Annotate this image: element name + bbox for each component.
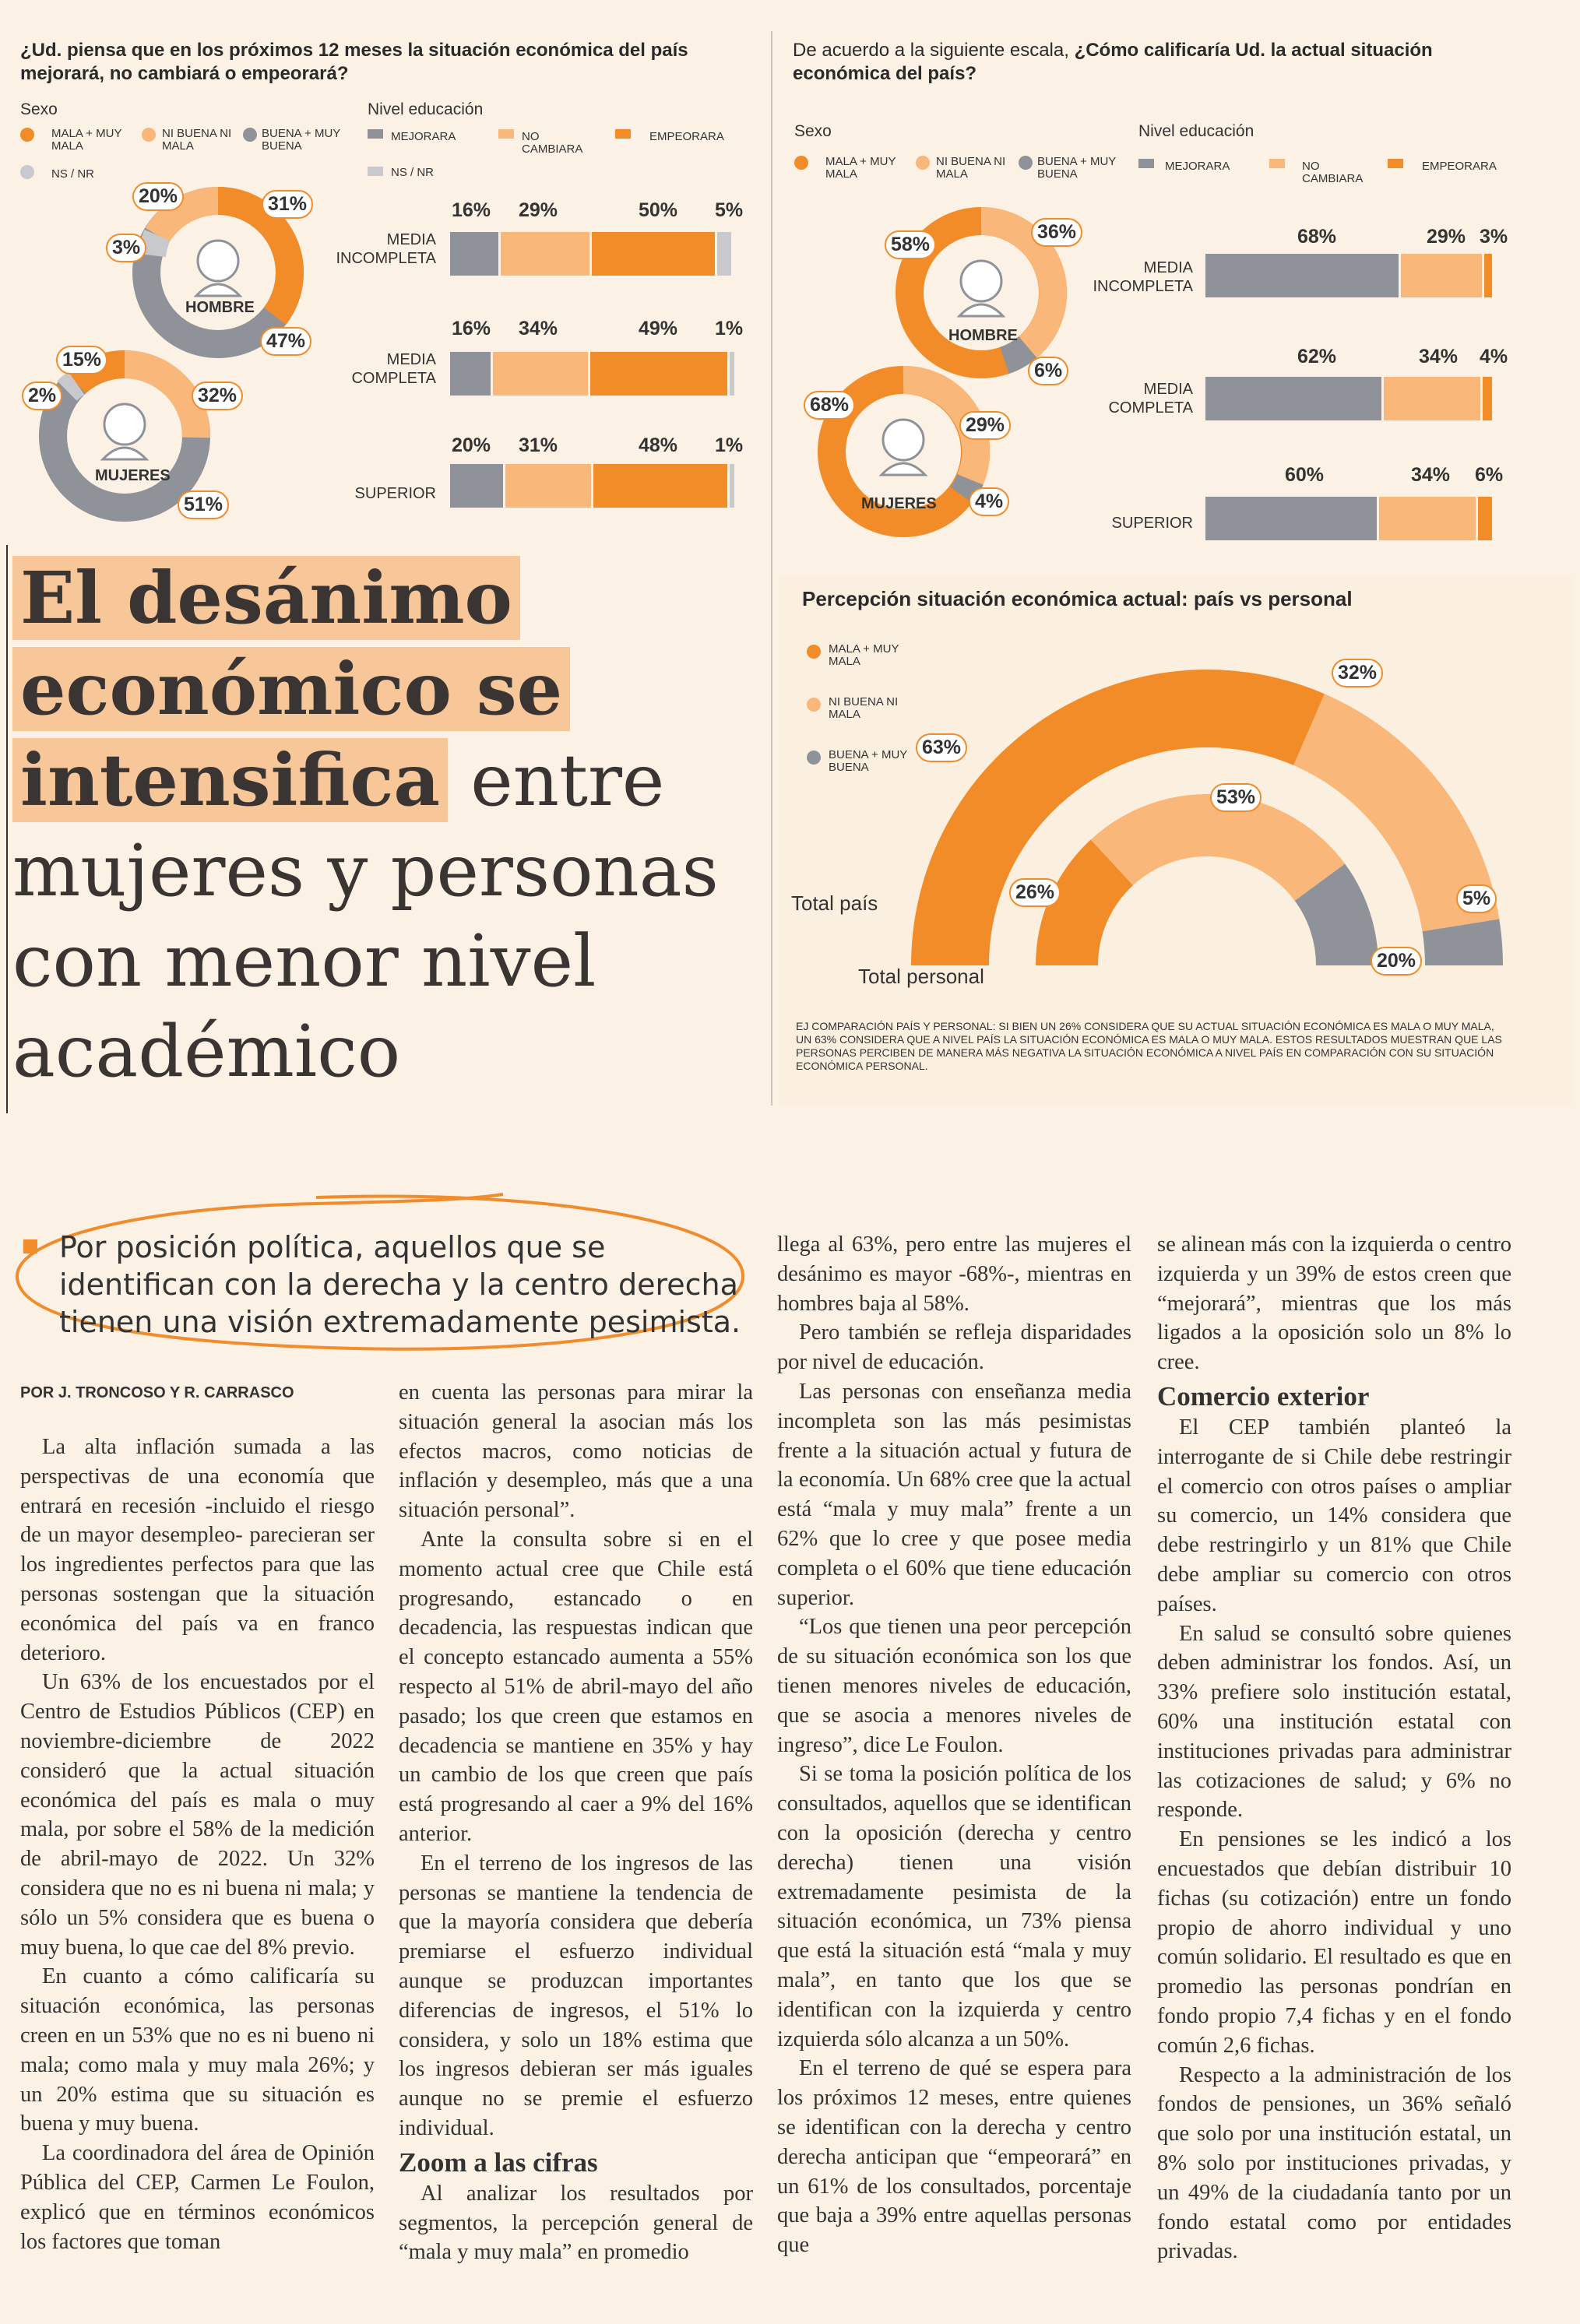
headline-rest: entre: [470, 739, 665, 822]
callout-text: Por posición política, aquellos que se identifican con la derecha y la centro derecha tienen una visión extremadamente pesimista.: [59, 1230, 741, 1339]
perception-chart-title: Percepción situación económica actual: país vs personal: [802, 587, 1353, 610]
bar-value: 60%: [1285, 464, 1325, 486]
legend-label: NI BUENA NI MALA: [162, 127, 232, 153]
legend-label: MEJORARA: [1165, 160, 1230, 173]
pais-pct-ni: 32%: [1332, 659, 1383, 687]
question-plain: De acuerdo a la siguiente escala,: [793, 40, 1075, 61]
personal-pct-buena: 20%: [1371, 947, 1422, 976]
legend-mala: [20, 128, 34, 142]
bar-value: 34%: [1411, 464, 1451, 486]
bar-segment: [505, 464, 591, 508]
bar-segment: [730, 352, 734, 396]
right-sexo-legend: [794, 153, 1121, 184]
paragraph: llega al 63%, pero entre las mujeres el desánimo es mayor -68%-, mientras en hombres baja al 58%.: [777, 1232, 1131, 1316]
paragraph: se alinean más con la izquierda o centro izquierda y un 39% de estos creen que “mejorará”, mientras que los más ligados a la oposición solo un 8% lo cree.: [1157, 1232, 1512, 1375]
bar-segment: [590, 352, 727, 396]
bar-value: 34%: [519, 318, 558, 339]
hombre-pct: 20%: [132, 182, 184, 211]
right-sexo-title: Sexo: [794, 122, 832, 140]
bar-segment: [450, 464, 503, 508]
bar-segment: [592, 232, 715, 276]
mujeres-pct: 2%: [22, 381, 62, 410]
paragraph: “Los que tienen una peor percepción de su situación económica son los que tienen menores niveles de educación, que se asocia a menores niveles de ingreso”, dice Le Foulon.: [777, 1615, 1131, 1757]
paragraph: En pensiones se les indicó a los encuestados que debían distribuir 10 fichas (su cotización) entre un fondo propio de ahorro individual y uno común solidario. El resultado es que en promedio las personas pondrían en fondo propio 7,4 fichas y en el fondo común 2,6 fichas.: [1157, 1827, 1511, 2058]
edu-row-label: MEDIA COMPLETA: [1108, 381, 1193, 417]
series-label-personal: Total personal: [858, 965, 984, 988]
bar-segment: [1384, 377, 1480, 420]
perception-note: EJ COMPARACIÓN PAÍS Y PERSONAL: SI BIEN UN 26% CONSIDERA QUE SU ACTUAL SITUACIÓN ECONÓMICA ES MALA O MUY MALA, UN 63% CONSIDERA QUE A NIVEL PAÍS LA SITUACIÓN ECONÓMICA ES MALA O MUY MALA. ESTOS RESULTADOS MUESTRAN QUE LAS PERSONAS PERCIBEN DE MANERA MÁS NEGATIVA LA SITUACIÓN ECONÓMICA A NIVEL PAÍS EN COMPARACIÓN CON SU SITUACIÓN ECONÓMICA PERSONAL.: [796, 1020, 1502, 1072]
legend-label: BUENA + MUY BUENA: [1037, 155, 1117, 181]
perception-half-donut: [857, 623, 1542, 997]
legend-label: MALA + MUY MALA: [825, 155, 896, 181]
right-edu-legend: [1138, 157, 1504, 188]
question-bold: ¿Cómo calificaría Ud. la actual situación económica del país?: [793, 40, 1433, 84]
headline-rest: académico: [12, 1010, 401, 1093]
bar-segment: [1205, 497, 1377, 540]
pais-pct-mala: 63%: [916, 733, 967, 762]
right-chart-question: [793, 39, 1478, 86]
bar-segment: [1478, 497, 1492, 540]
bar-segment: [493, 352, 588, 396]
bar-value: 1%: [715, 434, 744, 456]
legend-label: MALA + MUY MALA: [51, 127, 122, 153]
mujeres-pct: 29%: [959, 411, 1011, 440]
bar-value: 6%: [1475, 464, 1504, 486]
bar-segment: [1484, 254, 1492, 297]
paragraph: Al analizar los resultados por segmentos, la percepción general de “mala y muy mala” en promedio: [399, 2181, 753, 2265]
bar-segment: [593, 464, 727, 508]
left-edu-legend: [368, 128, 757, 182]
right-edu-title: Nivel educación: [1138, 122, 1254, 140]
legend-label: MEJORARA: [391, 130, 456, 143]
edu-row-label: MEDIA INCOMPLETA: [1093, 259, 1193, 295]
paragraph: Respecto a la administración de los fondos de pensiones, un 36% señaló que solo por una institución estatal, un 8% solo por instituciones privadas, y un 49% de la ciudadanía tanto por un fondo estatal como por entidades privadas.: [1157, 2062, 1511, 2264]
legend-ni: [142, 128, 156, 142]
headline: [12, 553, 760, 1097]
bar-value: 16%: [452, 318, 491, 339]
edu-row-label: SUPERIOR: [1111, 515, 1193, 532]
article-column-4: [1157, 1230, 1511, 2266]
bar-value: 50%: [639, 199, 678, 221]
bar-segment: [730, 464, 734, 508]
mujeres-pct: 4%: [969, 487, 1009, 516]
section-heading: Zoom a las cifras: [399, 2146, 598, 2178]
bar-value: 68%: [1297, 226, 1337, 248]
legend-label: BUENA + MUY BUENA: [829, 748, 908, 774]
paragraph: Un 63% de los encuestados por el Centro de Estudios Públicos (CEP) en noviembre-diciembre de 2022 consideró que la actual situación económica del país es mala o muy mala, por sobre el 58% de la medición de abril-mayo de 2022. Un 32% considera que no es ni buena ni mala; y sólo un 5% considera que es buena o muy buena, lo que cae del 8% previo.: [20, 1670, 375, 1960]
paragraph: El CEP también planteó la interrogante de si Chile debe restringir el comercio con otros países o ampliar su comercio, un 14% considera que debe restringirlo y un 81% que Chile debe ampliar su comercio con otros países.: [1157, 1415, 1511, 1616]
section-heading: Comercio exterior: [1157, 1380, 1370, 1412]
bar-value: 1%: [715, 318, 744, 339]
arc-pais-2: [1461, 925, 1464, 965]
headline-rest: con menor nivel: [12, 919, 596, 1003]
bar-segment: [1205, 254, 1399, 297]
edu-row-label: SUPERIOR: [354, 485, 436, 502]
paragraph: La alta inflación sumada a las perspectivas de una economía que entrará en recesión -incluido el riesgo de un mayor desempleo- parecieran ser los ingredientes perfectos para que las personas sostengan que la situación económica del país va en franco deterioro.: [20, 1435, 375, 1665]
article-column-3: [777, 1230, 1131, 2260]
paragraph: Pero también se refleja disparidades por nivel de educación.: [777, 1320, 1131, 1375]
pais-pct-buena: 5%: [1456, 884, 1497, 913]
bar-value: 3%: [1480, 226, 1508, 248]
legend-label: BUENA + MUY BUENA: [262, 127, 341, 153]
left-rule: [6, 545, 8, 1113]
headline-bold-line: El desánimo: [12, 556, 520, 640]
arc-personal-2: [1320, 882, 1347, 965]
bar-segment: [1205, 377, 1381, 420]
bar-value: 4%: [1480, 346, 1508, 367]
bar-value: 16%: [452, 199, 491, 221]
paragraph: La coordinadora del área de Opinión Pública del CEP, Carmen Le Foulon, explicó que en términos económicos los factores que toman: [20, 2141, 375, 2254]
paragraph: Ante la consulta sobre si en el momento actual cree que Chile está progresando, estancado o en decadencia, las respuestas indican que el concepto estancado aumenta a 55% respecto al 51% de abril-mayo del año pasado; los que creen que estamos en decadencia se mantiene en 35% y hay un cambio de los que creen que país está progresando al caer a 9% del 16% anterior.: [399, 1527, 753, 1846]
hombre-label: HOMBRE: [948, 327, 1018, 344]
legend-nsnr: [20, 165, 34, 179]
hombre-pct: 3%: [106, 234, 146, 262]
bar-value: 29%: [1427, 226, 1466, 248]
bar-value: 5%: [715, 199, 744, 221]
left-chart-question: ¿Ud. piensa que en los próximos 12 meses la situación económica del país mejorará, no cambiará o empeorará?: [20, 40, 688, 84]
legend-label: NS / NR: [51, 167, 95, 181]
left-sexo-title: Sexo: [20, 100, 58, 118]
paragraph: en cuenta las personas para mirar la situación general la asocian más los efectos macros, como noticias de inflación y desempleo, más que a una situación personal”.: [399, 1380, 753, 1523]
headline-bold-line: económico se: [12, 647, 570, 731]
legend-label: EMPEORARA: [1422, 160, 1497, 173]
headline-bold-line: intensifica: [12, 738, 448, 822]
hombre-pct: 58%: [885, 230, 936, 259]
bar-segment: [1401, 254, 1482, 297]
mujeres-label: MUJERES: [95, 467, 171, 484]
paragraph: En salud se consultó sobre quienes deben administrar los fondos. Así, un 33% prefiere solo institución estatal, 60% una institución estatal con instituciones privadas para administrar las cotizaciones de salud; y 6% no responde.: [1157, 1621, 1511, 1823]
legend-label: NO CAMBIARA: [522, 130, 583, 156]
paragraph: En cuanto a cómo calificaría su situación económica, las personas creen en un 53% que no es ni bueno ni mala; como mala y muy mala 26%; y un 20% estima que su situación es buena y muy buena.: [20, 1964, 375, 2136]
mujeres-pct: 51%: [178, 490, 229, 519]
bar-value: 29%: [519, 199, 558, 221]
legend-label: NO CAMBIARA: [1302, 160, 1364, 185]
bar-segment: [501, 232, 589, 276]
legend-label: MALA + MUY MALA: [829, 642, 899, 668]
legend-label: EMPEORARA: [649, 130, 724, 143]
paragraph: En el terreno de qué se espera para los próximos 12 meses, entre quienes se identifican con la derecha y centro derecha anticipan que “empeorará” en un 61% de los consultados, porcentaje que baja a 39% entre aquellas personas que: [777, 2056, 1131, 2258]
left-edu-title: Nivel educación: [368, 100, 484, 118]
legend-label: NI BUENA NI MALA: [829, 695, 899, 721]
series-label-pais: Total país: [791, 891, 878, 915]
bar-value: 20%: [452, 434, 491, 456]
arc-personal-1: [1112, 825, 1320, 882]
hombre-label: HOMBRE: [185, 299, 255, 316]
bar-value: 62%: [1297, 346, 1337, 367]
article-column-1: [20, 1433, 375, 2256]
mujeres-pct: 32%: [192, 381, 243, 410]
bar-value: 49%: [639, 318, 678, 339]
paragraph: En el terreno de los ingresos de las personas se mantiene la tendencia de que la mayoría considera que debería premiarse el esfuerzo individual aunque se produzcan importantes diferencias de ingresos, el 51% lo considera, y solo un 18% estima que los ingresos debieran ser más iguales aunque no se premie el esfuerzo individual.: [399, 1851, 753, 2140]
right-mujeres-donut: [794, 358, 1012, 545]
mujeres-label: MUJERES: [861, 495, 937, 512]
arc-personal-0: [1067, 863, 1112, 965]
legend-label: NS / NR: [391, 166, 435, 179]
bar-segment: [1379, 497, 1476, 540]
bar-segment: [450, 232, 498, 276]
personal-pct-mala: 26%: [1009, 878, 1061, 907]
callout-bullet: [23, 1239, 37, 1253]
bar-value: 48%: [639, 434, 678, 456]
article-column-2: [399, 1378, 753, 2267]
hombre-pct: 31%: [262, 190, 313, 219]
panel-divider: [771, 31, 772, 1106]
hombre-pct: 6%: [1028, 357, 1068, 385]
mujeres-pct: 15%: [56, 346, 107, 374]
bar-value: 31%: [519, 434, 558, 456]
hombre-pct: 36%: [1031, 218, 1082, 247]
personal-pct-ni: 53%: [1210, 783, 1262, 812]
bar-segment: [717, 232, 731, 276]
mujeres-pct: 68%: [804, 391, 855, 420]
legend-buena: [243, 128, 257, 142]
byline: POR J. TRONCOSO Y R. CARRASCO: [20, 1384, 294, 1401]
paragraph: Si se toma la posición política de los consultados, aquellos que se identifican con la oposición (derecha y centro derecha) tienen una visión extremadamente pesimista de la situación económica, un 73% piensa que está la situación está “mala y muy mala”, en tanto que los que se identifican con la izquierda y centro izquierda sólo alcanza a un 50%.: [777, 1762, 1131, 2052]
bar-value: 34%: [1419, 346, 1459, 367]
edu-row-label: MEDIA INCOMPLETA: [336, 231, 436, 267]
paragraph: Las personas con enseñanza media incompleta son las más pesimistas frente a la situación actual y futura de la economía. Un 68% cree que la actual está “mala y muy mala” frente a un 62% que lo cree y que posee media completa o el 60% que tiene educación superior.: [777, 1379, 1131, 1610]
legend-label: NI BUENA NI MALA: [936, 155, 1006, 181]
hombre-pct: 47%: [260, 327, 311, 356]
headline-rest: mujeres y personas: [12, 829, 719, 912]
bar-segment: [1483, 377, 1492, 420]
bar-segment: [450, 352, 491, 396]
edu-row-label: MEDIA COMPLETA: [351, 351, 436, 387]
